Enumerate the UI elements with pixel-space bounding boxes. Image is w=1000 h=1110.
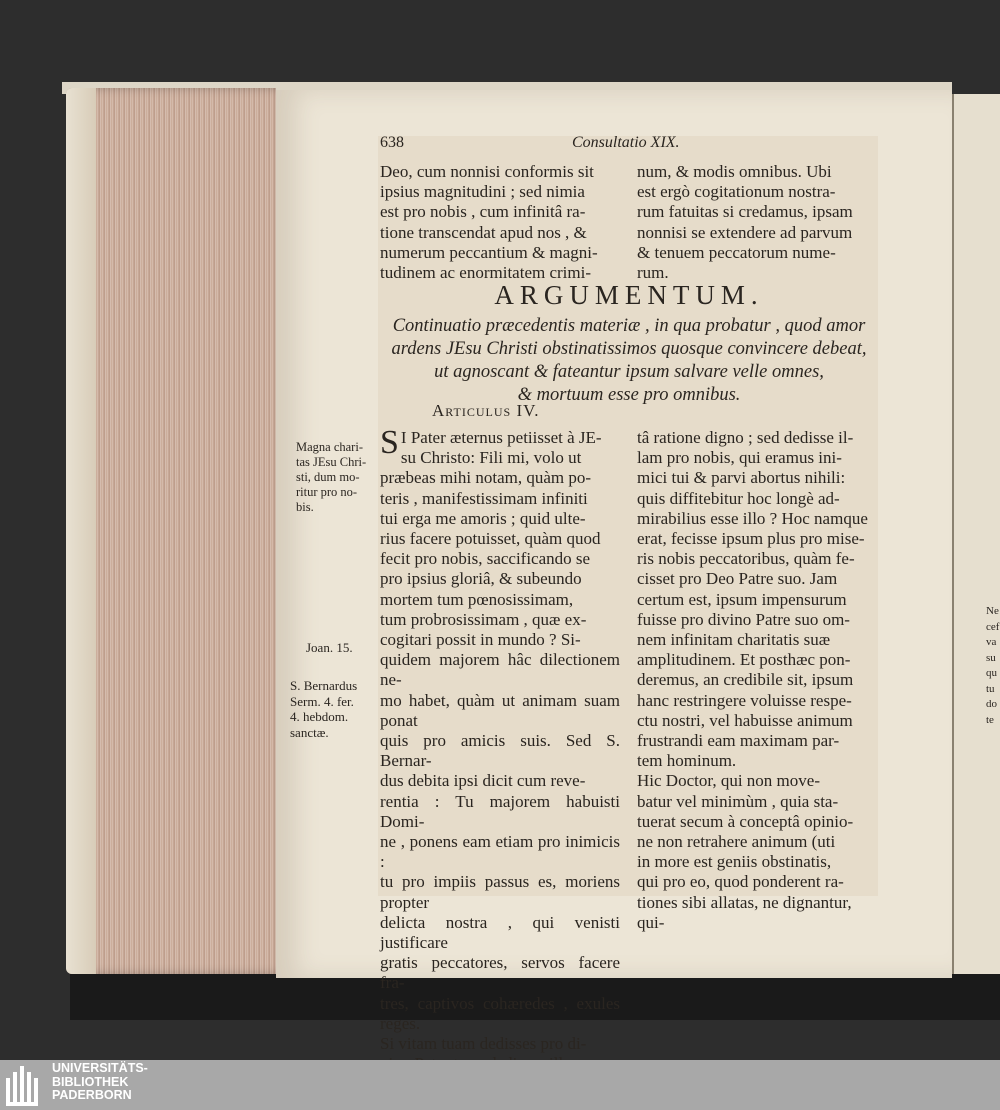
right-column — [637, 428, 877, 933]
library-logo-text: UNIVERSITÄTS- BIBLIOTHEK PADERBORN — [52, 1061, 148, 1102]
page-edges — [66, 88, 276, 974]
footer-bar — [0, 1060, 1000, 1110]
argumentum-heading: ARGUMENTUM. — [494, 280, 764, 310]
facing-page-fragment: Ne cef va su qu tu do te — [986, 605, 1000, 726]
marginal-note-bernardus: S. Bernardus Serm. 4. fer. 4. hebdom. sanctæ. — [290, 678, 358, 740]
marginal-note-magna: Magna chari- tas JEsu Chri- sti, dum mo- ritur pro no- bis. — [296, 440, 367, 514]
articulus-heading: Articulus IV. — [432, 401, 540, 420]
top-right-column — [637, 162, 877, 283]
drop-cap: S — [380, 424, 399, 461]
page-number: 638 — [380, 134, 404, 151]
left-column-text: I Pater æternus petiisset à JE- su Christo: Fili mi, volo ut præbeas mihi notam, quàm po- teris , manifestissimam infiniti tui erga me amoris ; quid ulte- rius facere potuisset, quàm quod fecit pro nobis, saccificando se pro ipsius gloriâ, & subeundo mortem tum pœnosissimam, tum probrosissimam , quæ ex- cogitari possit in mundo ? Si- quidem majorem hâc dilectionem ne- mo habet, quàm ut animam suam ponat quis pro amicis suis. Sed S. Bernar- dus debita ipsi dicit cum reve- rentia : Tu majorem habuisti Domi- ne , ponens eam etiam pro inimicis : tu pro impiis passus es, moriens propter delicta nostra , qui venisti justificare gratis peccatores, servos facere fra- tres, captivos cohæredes , exules reges. Si vitam tuam dedisses pro di- — [380, 428, 620, 1054]
top-right-text: num, & modis omnibus. Ubi est ergò cogitationum nostra- rum fatuitas si credamus, ipsam nonnisi se extendere ad parvum & tenuem peccatorum nume- rum. — [637, 162, 853, 283]
top-left-column — [380, 162, 620, 283]
top-left-text: Deo, cum nonnisi conformis sit ipsius magnitudini ; sed nimia est pro nobis , cum infinitâ ra- tione transcendat apud nos , & numerum peccantium & magni- tudinem ac enormitatem crimi- — [380, 162, 598, 283]
running-head: Consultatio XIX. — [572, 134, 680, 151]
argument-summary: Continuatio præcedentis materiæ , in qua probatur , quod amor ardens JEsu Christi obstinatissimos quosque convincere debeat, ut agnoscant & fateantur ipsum salvare velle omnes, & mortuum esse pro omnibus. — [391, 316, 867, 405]
facing-page-edge — [952, 94, 1000, 974]
left-column — [380, 424, 620, 1095]
library-logo-icon — [4, 1062, 46, 1108]
marginal-note-joan: Joan. 15. — [306, 640, 353, 655]
right-column-text: tâ ratione digno ; sed dedisse il- lam pro nobis, qui eramus ini- mici tui & parvi abortus nihili: quis diffitebitur hoc longè ad- mirabilius esse illo ? Hoc namque erat, fecisse ipsum plus pro mise- ris nobis peccatoribus, quàm fe- cisset pro Deo Patre suo. Jam certum est, ipsum impensurum fuisse pro divino Patre suo om- nem infinitam charitatis suæ amplitudinem. Et posthæc pon- deremus, an credibile sit, ipsum hanc restringere voluisse respe- ctu nostri, vel habuisse animum frustrandi eam maximam par- tem hominum. Hic Doctor, qui non move- batur vel minimùm , quia sta- tuerat secum à conceptâ opinio- ne non retrahere animum (uti in more est geniis obstinatis, qui pro eo, quod ponderent ra- tiones sibi allatas, ne dignantur, qui- — [637, 428, 868, 932]
